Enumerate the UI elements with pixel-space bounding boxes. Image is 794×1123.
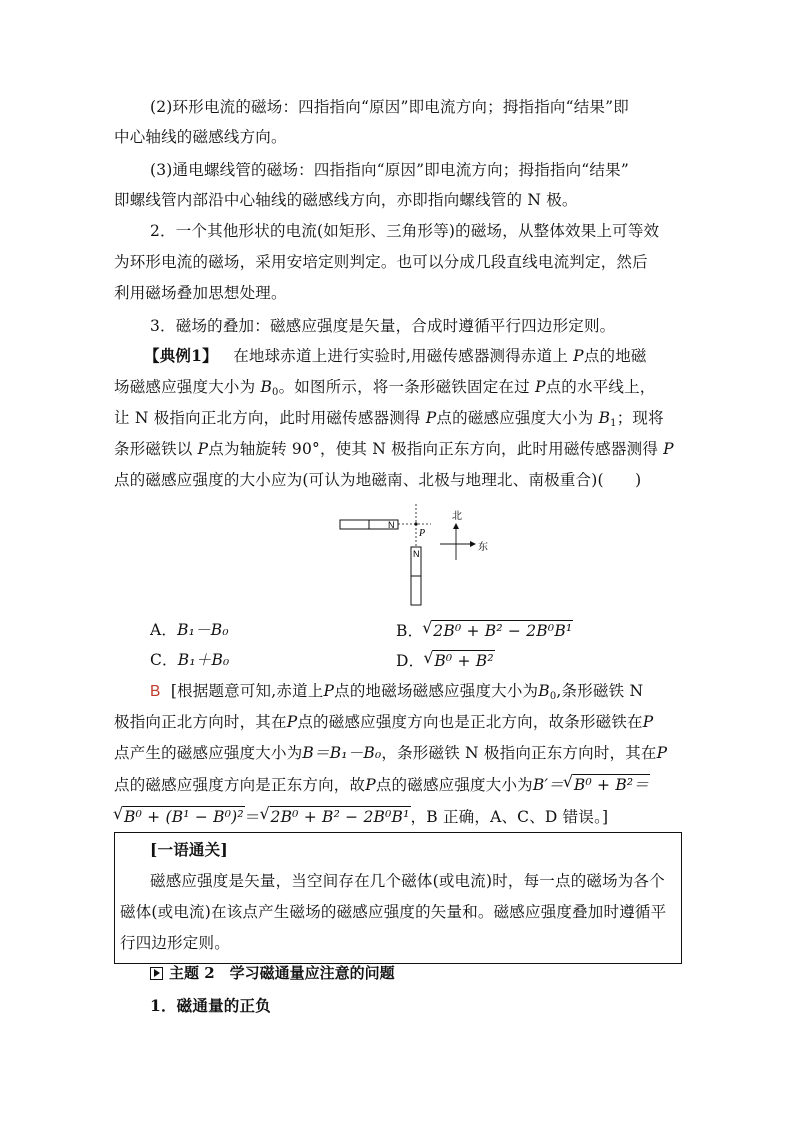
var-b: B <box>538 682 550 700</box>
example-text: 条形磁铁以 <box>114 440 193 458</box>
point-p <box>414 522 417 525</box>
answer-text: [根据题意可知,赤道上 <box>170 682 324 700</box>
example-text: 让 N 极指向正北方向，此时用磁传感器测得 <box>114 409 421 427</box>
answer-text: ，条形磁铁 N 极指向正东方向时，其在 <box>381 744 657 762</box>
var-p: P <box>573 347 584 365</box>
east-arrow-icon <box>470 541 476 547</box>
answer-text: 点的地磁场磁感应强度大小为 <box>334 682 539 700</box>
option-c <box>150 650 229 670</box>
example-tag: 【典例1】 <box>144 346 218 365</box>
option-expr: 2B⁰ + B² − 2B⁰B¹ <box>433 622 573 640</box>
answer-expr: 2B⁰ + B² − 2B⁰B¹ <box>270 808 410 826</box>
var-p: P <box>656 744 668 762</box>
example-text: 点的地磁 <box>583 347 647 365</box>
answer-expr: B＝B₁－B₀ <box>302 744 382 762</box>
text-line: 即螺线管内部沿中心轴线的磁感线方向，亦即指向螺线管的 N 极。 <box>114 191 578 209</box>
var-p: P <box>642 713 654 731</box>
answer-text: 极指向正北方向时，其在 <box>114 713 287 731</box>
text-line: (3)通电螺线管的磁场：四指指向“原因”即电流方向；拇指指向“结果” <box>150 161 629 179</box>
answer-expr: B⁰ + B²＝ <box>573 776 650 794</box>
var-p: P <box>323 682 335 700</box>
sqrt-icon <box>424 650 494 671</box>
subscript: 1 <box>610 418 617 429</box>
example-text: 。如图所示，将一条形磁铁固定在过 <box>278 378 530 396</box>
answer-line <box>114 774 650 795</box>
example-text: 点的磁感应强度的大小应为(可认为地磁南、北极与地理北、南极重合)( ) <box>114 471 642 489</box>
option-expr: B₁＋B₀ <box>177 651 230 669</box>
sqrt-icon <box>423 620 573 641</box>
point-p-label: P <box>419 528 426 539</box>
var-p: P <box>197 440 209 458</box>
var-p: P <box>286 713 298 731</box>
example-text: ；现将 <box>616 409 664 427</box>
example-line <box>114 439 674 459</box>
answer-text: ,条形磁铁 N <box>556 682 644 700</box>
answer-line <box>114 806 608 827</box>
var-p: P <box>663 440 674 458</box>
option-letter: D． <box>396 652 425 670</box>
north-label: 北 <box>452 511 462 522</box>
example-text: 点为轴旋转 90°，使其 N 极指向正东方向，此时用磁传感器测得 <box>208 440 659 458</box>
answer-text: ，B 正确，A、C、D 错误。] <box>410 808 609 826</box>
note-text: 行四边形定则。 <box>120 934 230 952</box>
option-expr: B⁰ + B² <box>434 652 494 670</box>
east-label: 东 <box>478 542 488 553</box>
option-a <box>150 620 229 640</box>
text-line: 中心轴线的磁感线方向。 <box>114 128 287 146</box>
var-b: B <box>598 409 611 427</box>
text-line: 2．一个其他形状的电流(如矩形、三角形等)的磁场，从整体效果上可等效 <box>150 222 660 240</box>
north-arrow-icon <box>453 523 459 529</box>
example-text: 场磁感应强度大小为 <box>114 378 256 396</box>
example-line <box>144 346 647 366</box>
example-line <box>114 470 641 490</box>
subscript: 0 <box>272 387 279 398</box>
example-text: 在地球赤道上进行实验时,用磁传感器测得赤道上 <box>233 347 569 365</box>
answer-expr: B′＝ <box>532 776 564 794</box>
subscript: 0 <box>549 691 557 702</box>
magnet-figure <box>336 502 516 610</box>
option-expr: B₁－B₀ <box>177 621 229 639</box>
text-line: (2)环形电流的磁场：四指指向“原因”即电流方向；拇指指向“结果”即 <box>150 98 629 116</box>
magnet-n-label: N <box>413 549 420 559</box>
option-letter: A． <box>150 621 178 639</box>
note-text: 磁体(或电流)在该点产生磁场的磁感应强度的矢量和。磁感应强度叠加时遵循平 <box>120 903 667 921</box>
example-line <box>114 408 664 434</box>
note-text: 磁感应强度是矢量，当空间存在几个磁体(或电流)时，每一点的磁场为各个 <box>150 872 665 890</box>
answer-text: 点产生的磁感应强度大小为 <box>114 744 303 762</box>
example-text: 点的磁感应强度大小为 <box>436 409 594 427</box>
example-line <box>114 377 656 403</box>
answer-line <box>150 681 643 707</box>
option-b <box>396 620 573 641</box>
var-b: B <box>260 378 273 396</box>
answer-letter: B <box>150 683 161 700</box>
sqrt-icon <box>114 806 245 827</box>
answer-line <box>114 743 667 763</box>
answer-text: 点的磁感应强度方向也是正北方向，故条形磁铁在 <box>297 713 643 731</box>
magnet-n-label: N <box>388 520 395 530</box>
text-line: 为环形电流的磁场，采用安培定则判定。也可以分成几段直线电流判定，然后 <box>114 253 648 271</box>
sub-heading: 1．磁通量的正负 <box>150 996 271 1015</box>
answer-text: ＝ <box>244 808 261 826</box>
option-letter: C． <box>150 651 178 669</box>
text-line: 3．磁场的叠加：磁感应强度是矢量，合成时遵循平行四边形定则。 <box>150 317 616 335</box>
var-p: P <box>534 378 546 396</box>
topic-label: 主题 2 学习磁通量应注意的问题 <box>169 964 395 982</box>
option-d <box>396 650 495 671</box>
var-p: P <box>425 409 437 427</box>
answer-text: 点的磁感应强度方向是正东方向，故 <box>114 776 366 794</box>
text-line: 利用磁场叠加思想处理。 <box>114 284 287 302</box>
answer-expr: B⁰ + (B¹ − B⁰)² <box>124 808 244 826</box>
sqrt-icon <box>261 806 411 827</box>
var-p: P <box>365 776 376 794</box>
play-icon <box>150 967 163 980</box>
sqrt-icon <box>564 774 650 795</box>
answer-line <box>114 712 653 732</box>
example-text: 点的水平线上， <box>545 378 656 396</box>
option-letter: B． <box>396 622 424 640</box>
topic-heading <box>150 963 395 983</box>
answer-text: 点的磁感应强度大小为 <box>375 776 533 794</box>
note-title: [一语通关] <box>150 840 228 859</box>
